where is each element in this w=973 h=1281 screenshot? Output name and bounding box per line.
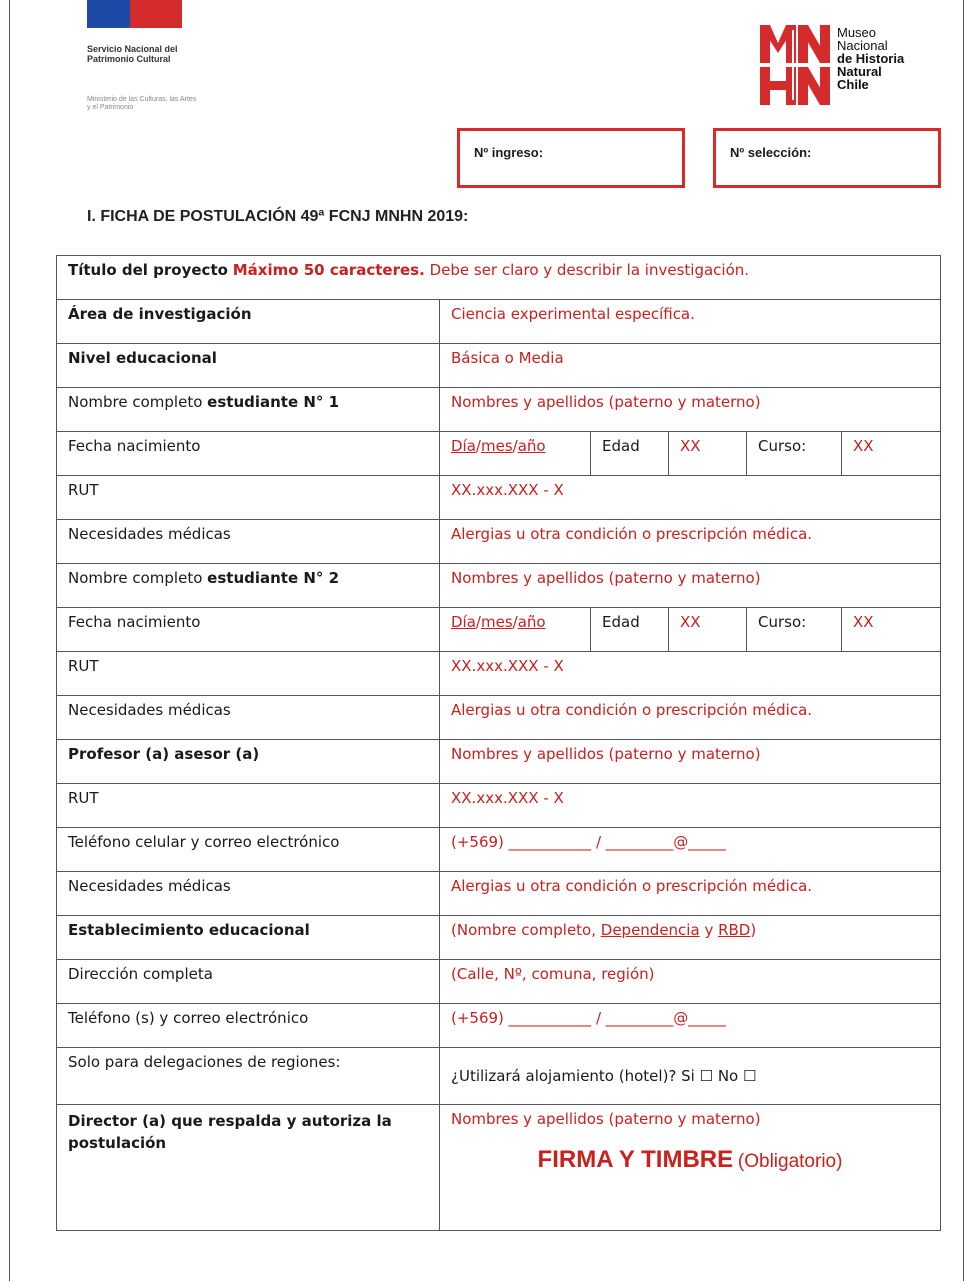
est2-fecha-label: Fecha nacimiento	[57, 608, 440, 652]
est1-curso-label: Curso:	[747, 432, 842, 475]
profesor-rut-label: RUT	[57, 784, 440, 828]
est2-nombre-value[interactable]: Nombres y apellidos (paterno y materno)	[440, 564, 941, 608]
est1-rut-label: RUT	[57, 476, 440, 520]
profesor-tel-label: Teléfono celular y correo electrónico	[57, 828, 440, 872]
est2-label: Nombre completo estudiante N° 2	[57, 564, 440, 608]
profesor-medicas-value[interactable]: Alergias u otra condición o prescripción médica.	[440, 872, 941, 916]
row-est1-nombre	[57, 388, 941, 432]
row-profesor-medicas	[57, 872, 941, 916]
direccion-label: Dirección completa	[57, 960, 440, 1004]
row-area	[57, 300, 941, 344]
est1-medicas-label: Necesidades médicas	[57, 520, 440, 564]
form-heading: I. FICHA DE POSTULACIÓN 49ª FCNJ MNHN 2019:	[87, 208, 469, 225]
ministry-name: Ministerio de las Culturas, las Artes y el Patrimonio	[87, 96, 197, 111]
titulo-cell[interactable]	[57, 256, 941, 300]
nivel-label: Nivel educacional	[57, 344, 440, 388]
est2-rut-label: RUT	[57, 652, 440, 696]
establecimiento-value[interactable]: (Nombre completo, Dependencia y RBD)	[440, 916, 941, 960]
est1-rut-value[interactable]: XX.xxx.XXX - X	[440, 476, 941, 520]
est2-fecha-value[interactable]: Día/mes/año	[451, 613, 546, 631]
alojamiento-checkboxes[interactable]: ¿Utilizará alojamiento (hotel)? Si ☐ No ☐	[440, 1048, 941, 1105]
establecimiento-label: Establecimiento educacional	[57, 916, 440, 960]
application-form-table	[56, 255, 941, 1231]
direccion-value[interactable]: (Calle, Nº, comuna, región)	[440, 960, 941, 1004]
est1-edad-value[interactable]: XX	[669, 432, 747, 475]
profesor-nombre-value[interactable]: Nombres y apellidos (paterno y materno)	[440, 740, 941, 784]
seleccion-box[interactable]	[713, 128, 941, 188]
titulo-max: Máximo 50 caracteres.	[232, 261, 425, 279]
area-label: Área de investigación	[57, 300, 440, 344]
est2-edad-value[interactable]: XX	[669, 608, 747, 651]
gov-name: Servicio Nacional del Patrimonio Cultural	[87, 44, 178, 64]
row-est2-nombre	[57, 564, 941, 608]
titulo-label: Título del proyecto	[68, 261, 228, 279]
row-director	[57, 1105, 941, 1231]
mnhn-logo	[760, 25, 830, 105]
row-profesor	[57, 740, 941, 784]
row-est2-rut	[57, 652, 941, 696]
museum-name: Museo Nacional de Historia Natural Chile	[837, 25, 905, 92]
area-value[interactable]: Ciencia experimental específica.	[440, 300, 941, 344]
est2-medicas-label: Necesidades médicas	[57, 696, 440, 740]
est2-medicas-value[interactable]: Alergias u otra condición o prescripción médica.	[440, 696, 941, 740]
profesor-tel-value[interactable]: (+569) ___________ / _________@_____	[440, 828, 941, 872]
profesor-medicas-label: Necesidades médicas	[57, 872, 440, 916]
est1-nombre-value[interactable]: Nombres y apellidos (paterno y materno)	[440, 388, 941, 432]
est1-edad-label: Edad	[591, 432, 669, 475]
est1-medicas-value[interactable]: Alergias u otra condición o prescripción médica.	[440, 520, 941, 564]
est2-curso-value[interactable]: XX	[842, 608, 941, 651]
firma-note: (Obligatorio)	[737, 1151, 843, 1172]
profesor-label: Profesor (a) asesor (a)	[57, 740, 440, 784]
firma-label: FIRMA Y TIMBRE	[537, 1146, 734, 1173]
row-profesor-rut	[57, 784, 941, 828]
row-establecimiento	[57, 916, 941, 960]
est1-fecha-value[interactable]: Día/mes/año	[451, 437, 546, 455]
row-est1-fecha	[57, 432, 941, 476]
profesor-rut-value[interactable]: XX.xxx.XXX - X	[440, 784, 941, 828]
director-label: Director (a) que respalda y autoriza la postulación	[57, 1105, 440, 1231]
est1-fecha-label: Fecha nacimiento	[57, 432, 440, 476]
row-est1-medicas	[57, 520, 941, 564]
row-regiones	[57, 1048, 941, 1105]
titulo-desc: Debe ser claro y describir la investigación.	[429, 261, 750, 279]
nivel-value[interactable]: Básica o Media	[440, 344, 941, 388]
est1-curso-value[interactable]: XX	[842, 432, 941, 475]
row-titulo	[57, 256, 941, 300]
telefonos-label: Teléfono (s) y correo electrónico	[57, 1004, 440, 1048]
est2-edad-label: Edad	[591, 608, 669, 651]
row-profesor-tel	[57, 828, 941, 872]
row-nivel	[57, 344, 941, 388]
telefonos-value[interactable]: (+569) ___________ / _________@_____	[440, 1004, 941, 1048]
row-est2-fecha	[57, 608, 941, 652]
director-nombre-value: Nombres y apellidos (paterno y materno)	[451, 1110, 761, 1128]
firma-block	[451, 1146, 929, 1174]
ingreso-box[interactable]	[457, 128, 685, 188]
est2-fecha-cell	[440, 608, 941, 652]
est1-fecha-cell	[440, 432, 941, 476]
gov-flag-logo	[87, 0, 182, 28]
est2-rut-value[interactable]: XX.xxx.XXX - X	[440, 652, 941, 696]
regiones-label: Solo para delegaciones de regiones:	[57, 1048, 440, 1105]
ingreso-label: Nº ingreso:	[474, 145, 544, 160]
row-direccion	[57, 960, 941, 1004]
seleccion-label: Nº selección:	[730, 145, 812, 160]
row-est1-rut	[57, 476, 941, 520]
est1-label: Nombre completo estudiante N° 1	[57, 388, 440, 432]
director-cell[interactable]	[440, 1105, 941, 1231]
row-est2-medicas	[57, 696, 941, 740]
row-telefonos	[57, 1004, 941, 1048]
est2-curso-label: Curso:	[747, 608, 842, 651]
